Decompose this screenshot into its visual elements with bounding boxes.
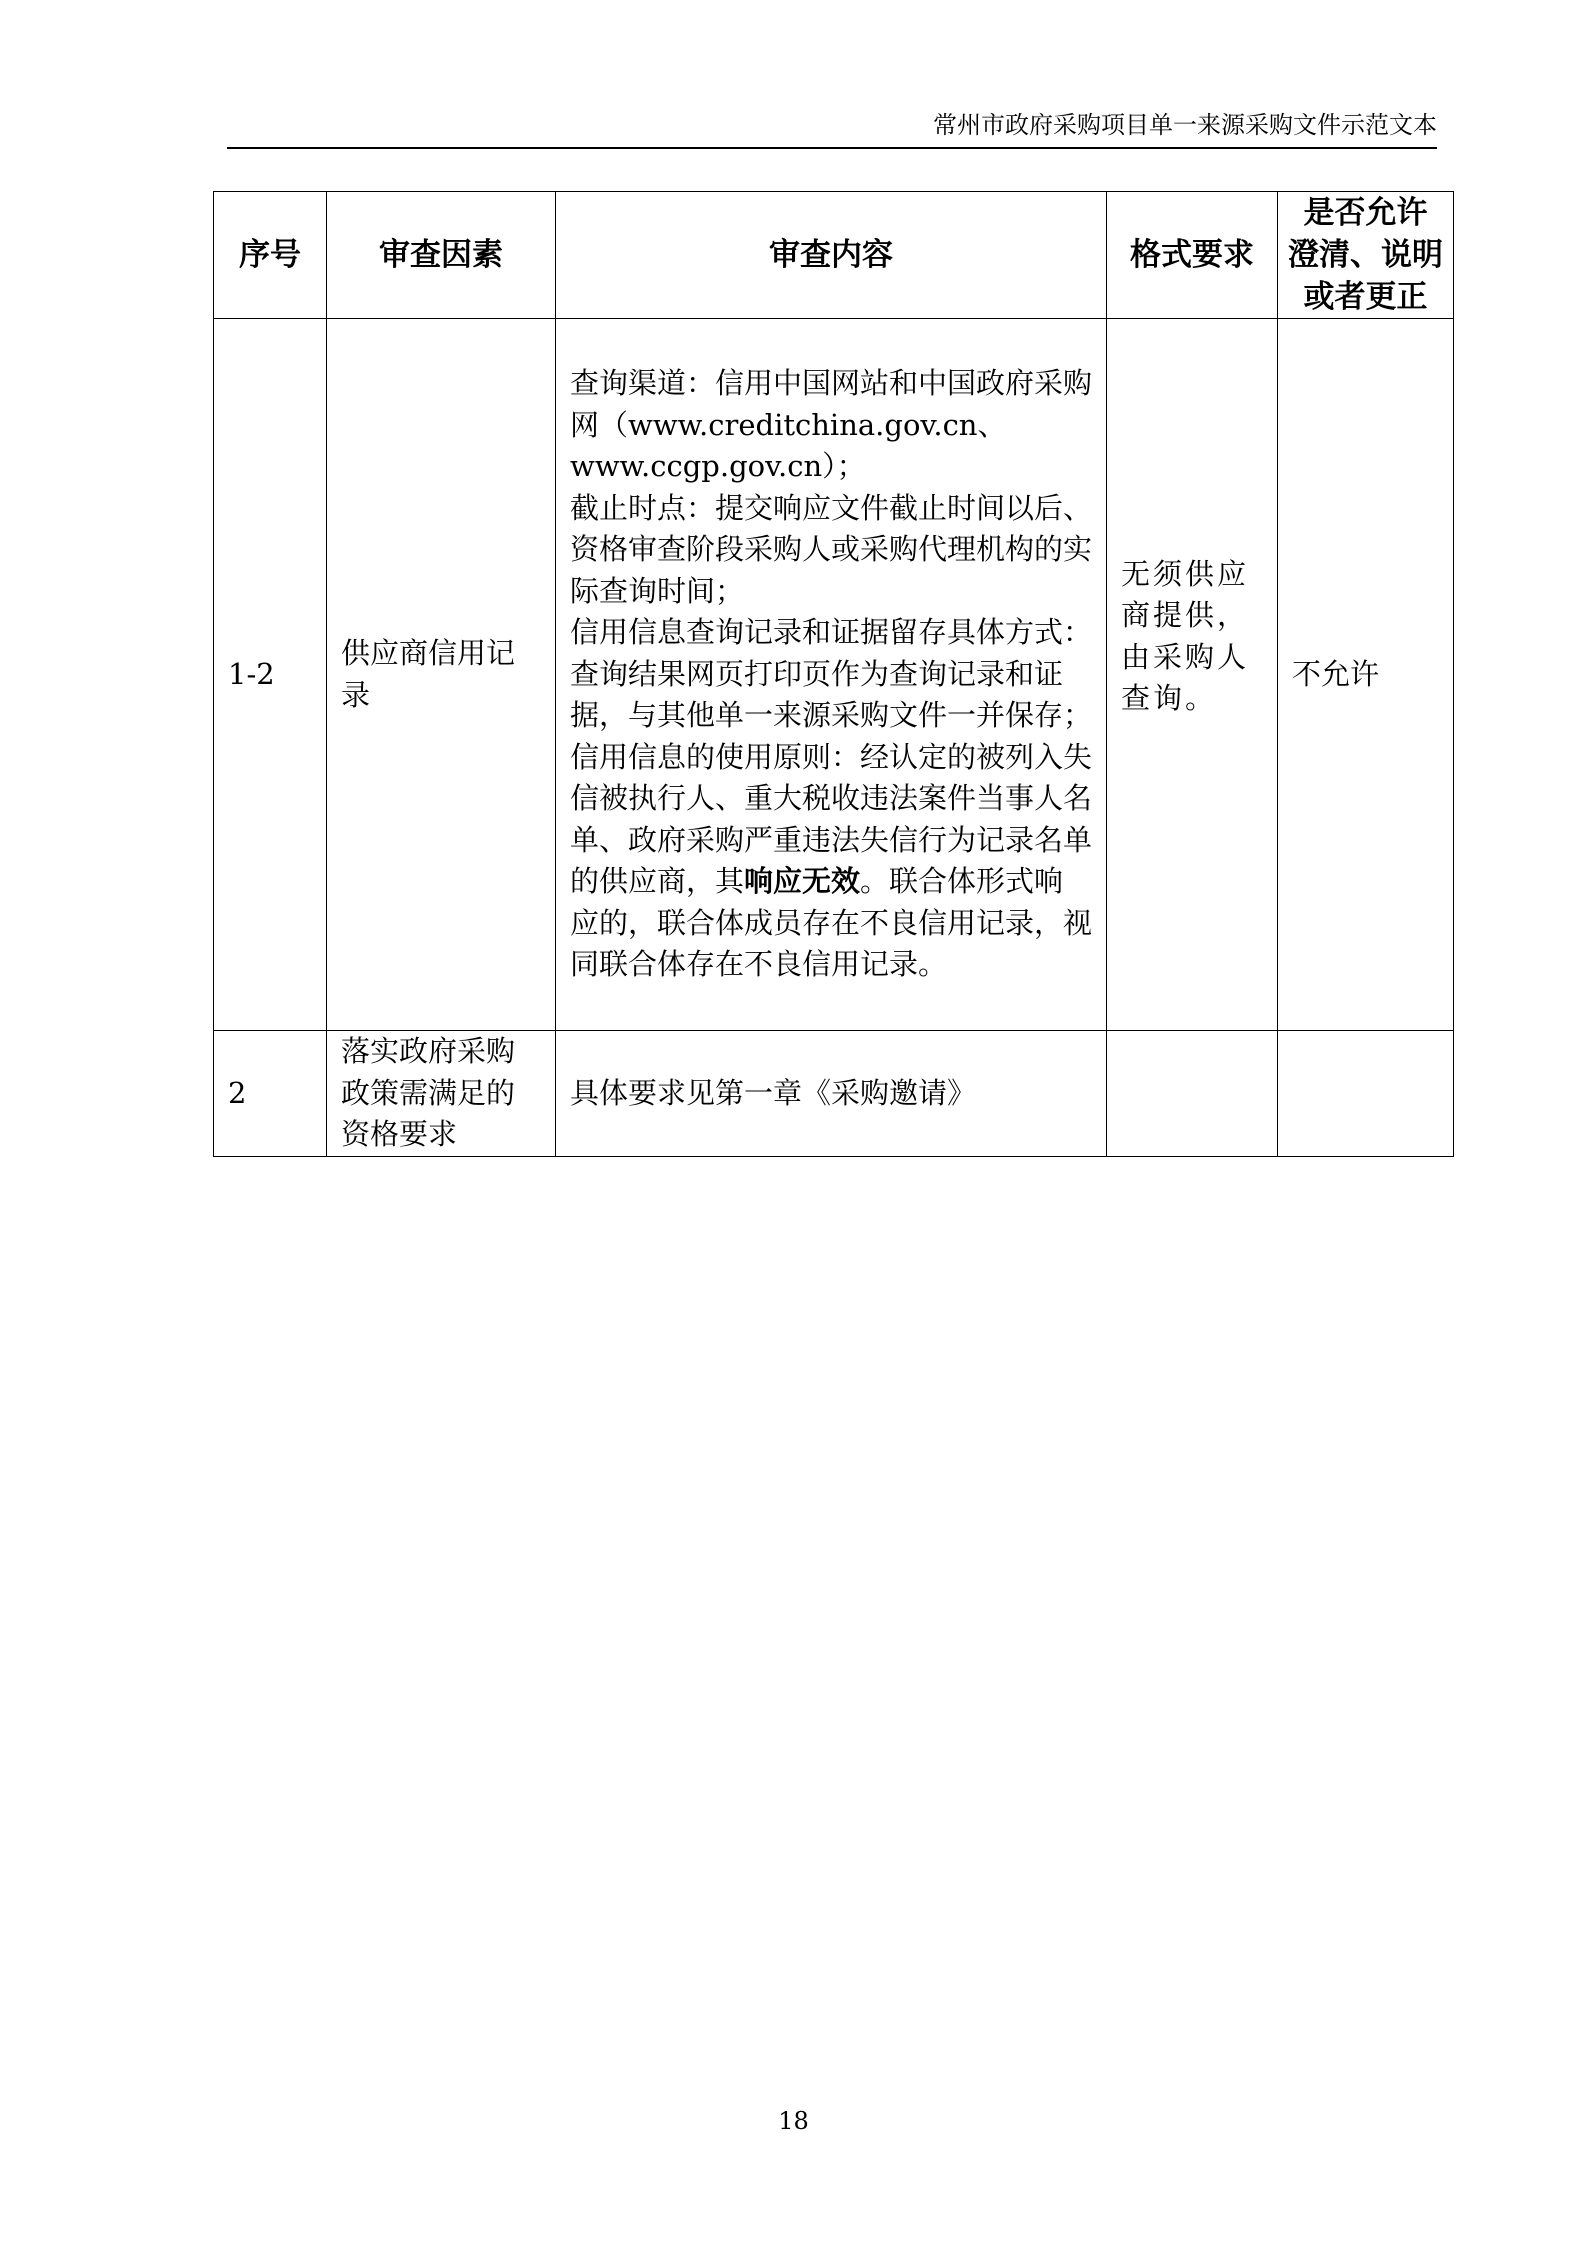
content-paragraph: 截止时点：提交响应文件截止时间以后、资格审查阶段采购人或采购代理机构的实际查询时间； [570, 490, 1093, 608]
column-header-no: 序号 [214, 192, 327, 319]
review-table [213, 191, 1454, 1157]
cell-no: 2 [214, 1031, 327, 1157]
table-row [214, 319, 1454, 1031]
column-header-allow: 是否允许 澄清、说明 或者更正 [1278, 192, 1454, 319]
cell-format [1107, 1031, 1278, 1157]
cell-allow [1278, 1031, 1454, 1157]
content-text: 信用信息的使用原则：经认定的被列入失信被执行人、重大税收违法案件当事人名单、政府采购严重违法失信行为记录名单的供应商，其 [570, 739, 1093, 899]
column-header-content: 审查内容 [556, 192, 1107, 319]
table-header-row [214, 192, 1454, 319]
cell-content [556, 319, 1107, 1031]
emphasis-text: 响应无效 [744, 864, 861, 899]
cell-factor: 落实政府采购政策需满足的资格要求 [327, 1031, 556, 1157]
column-header-factor: 审查因素 [327, 192, 556, 319]
column-header-format: 格式要求 [1107, 192, 1278, 319]
header-rule [227, 147, 1437, 149]
cell-format: 无须供应商提供，由采购人查询。 [1107, 319, 1278, 1031]
content-paragraph [570, 737, 1092, 986]
content-paragraph: 信用信息查询记录和证据留存具体方式：查询结果网页打印页作为查询记录和证据，与其他单一来源采购文件一并保存； [570, 615, 1093, 733]
table-row [214, 1031, 1454, 1157]
cell-content: 具体要求见第一章《采购邀请》 [556, 1031, 1107, 1157]
running-header: 常州市政府采购项目单一来源采购文件示范文本 [933, 111, 1437, 139]
content-text: 。联合体形式响应的，联合体成员存在不良信用记录，视同联合体存在不良信用记录。 [570, 864, 1093, 982]
cell-allow: 不允许 [1278, 319, 1454, 1031]
content-paragraph: 查询渠道：信用中国网站和中国政府采购网（www.creditchina.gov.cn、www.ccgp.gov.cn）； [570, 366, 1093, 484]
cell-factor: 供应商信用记录 [327, 319, 556, 1031]
cell-no: 1-2 [214, 319, 327, 1031]
page-number: 18 [778, 2107, 809, 2135]
